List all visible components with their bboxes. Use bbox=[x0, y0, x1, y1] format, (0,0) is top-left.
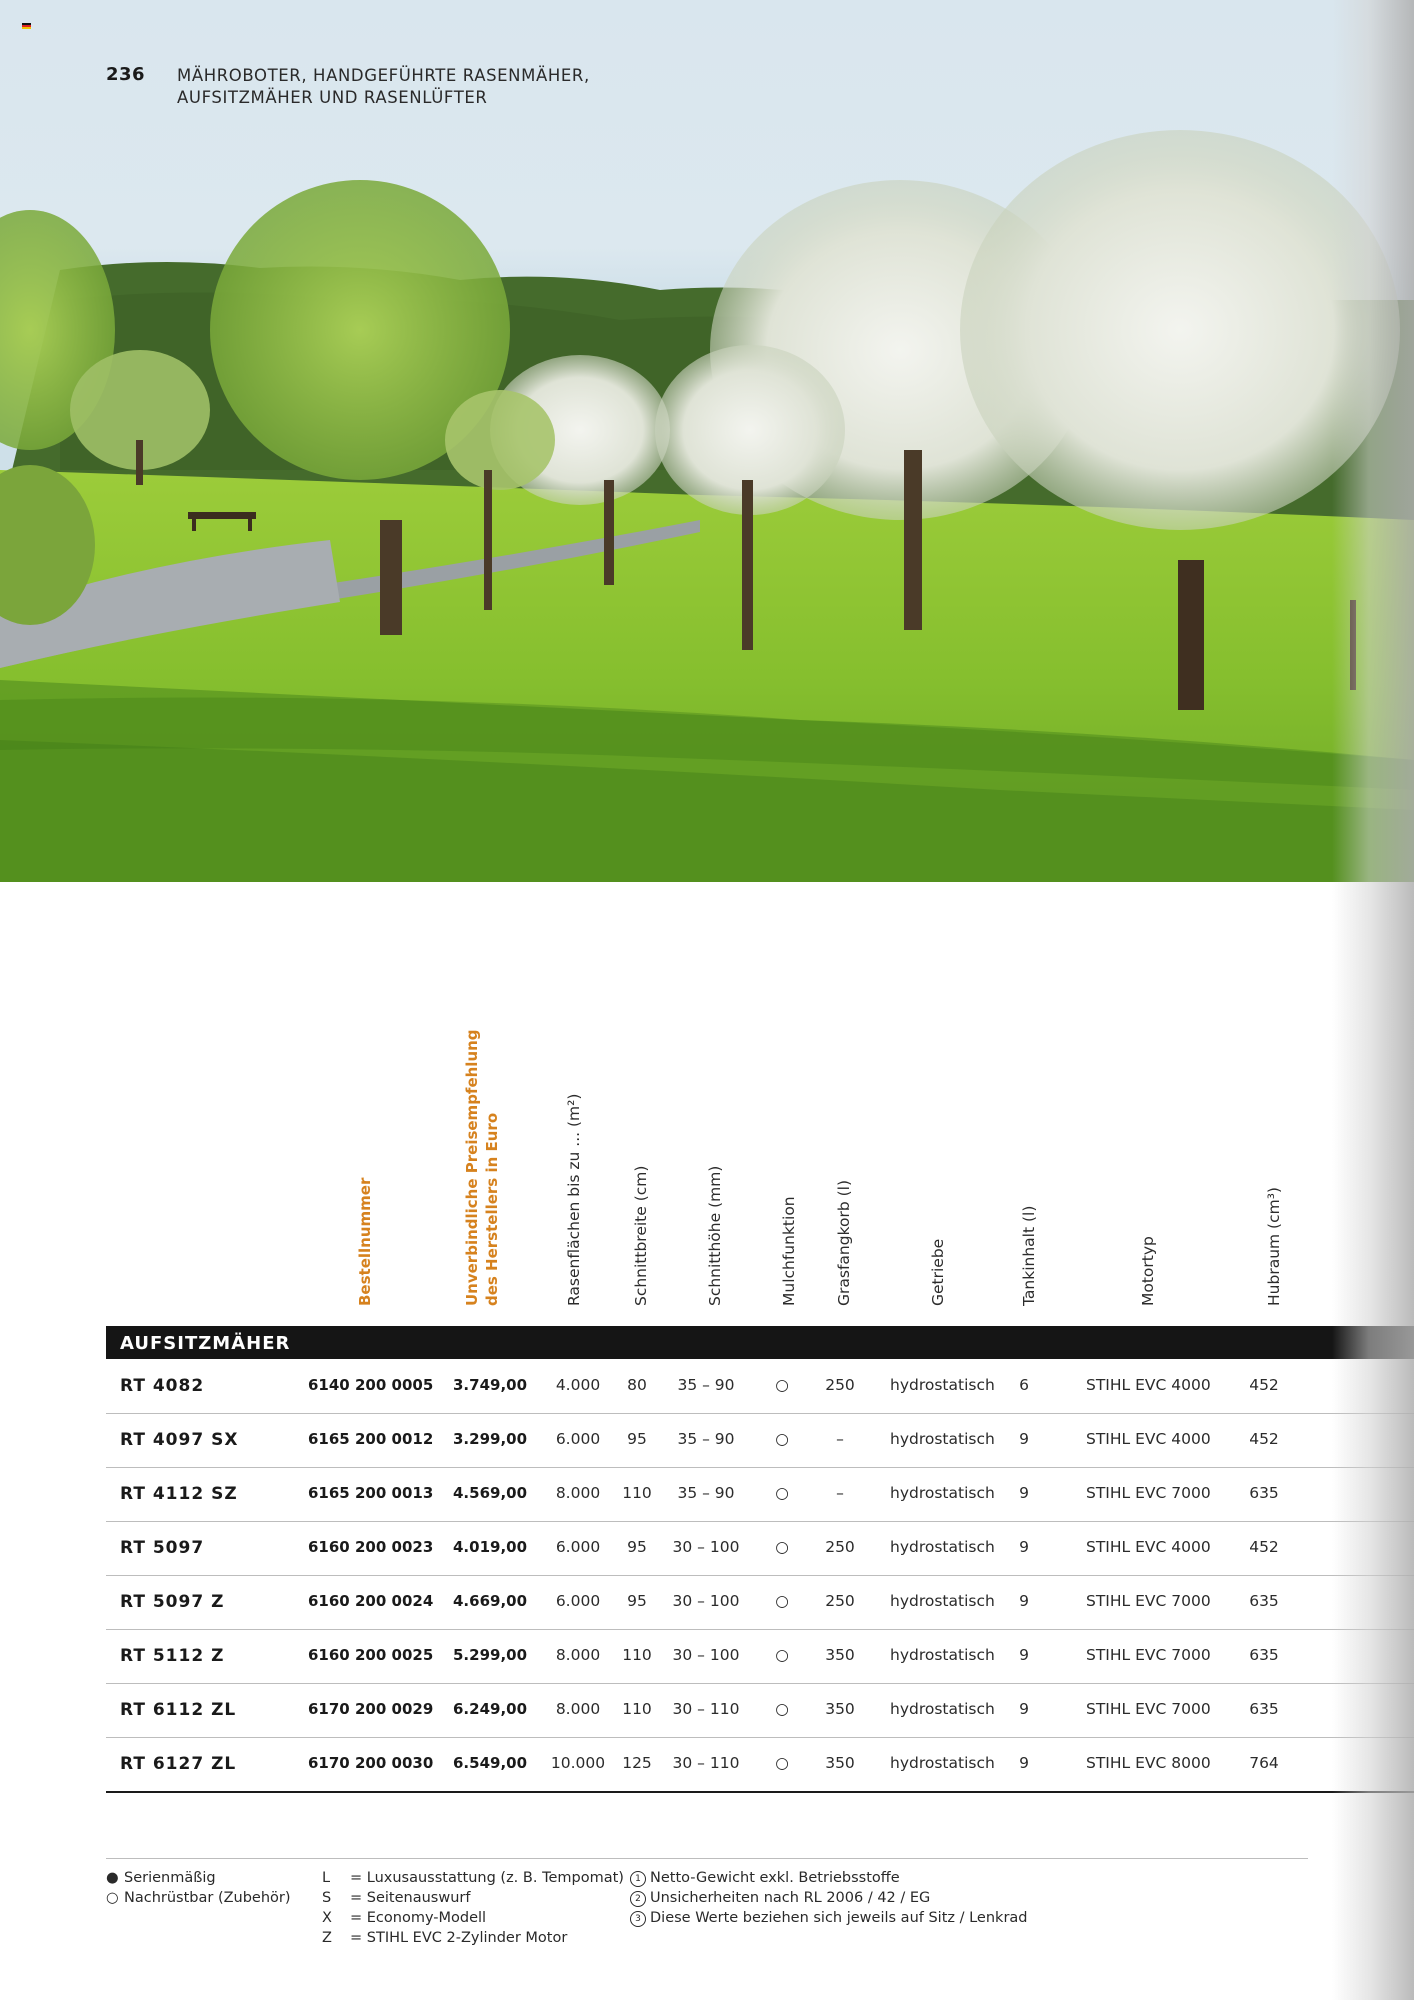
cell-mulchfunktion: ○ bbox=[775, 1538, 789, 1556]
cell-schnittbreite: 95 bbox=[627, 1538, 647, 1556]
cell-motortyp: STIHL EVC 8000 bbox=[1086, 1754, 1211, 1772]
cell-getriebe: hydrostatisch bbox=[890, 1700, 995, 1718]
cell-bestellnummer: 6160 200 0023 bbox=[308, 1538, 434, 1556]
col-header-preis-line-1: Unverbindliche Preisempfehlung bbox=[463, 1029, 481, 1306]
cell-hubraum: 635 bbox=[1249, 1646, 1279, 1664]
legend-letter-item bbox=[322, 1908, 624, 1928]
legend-note-text: Diese Werte beziehen sich jeweils auf Sitz / Lenkrad bbox=[650, 1910, 1028, 1926]
col-header-schnittbreite: Schnittbreite (cm) bbox=[632, 1165, 650, 1306]
cell-motortyp: STIHL EVC 4000 bbox=[1086, 1376, 1211, 1394]
cell-mulchfunktion: ○ bbox=[775, 1376, 789, 1394]
page-title-line-1: MÄHROBOTER, HANDGEFÜHRTE RASENMÄHER, bbox=[177, 66, 590, 85]
cell-mulchfunktion: ○ bbox=[775, 1592, 789, 1610]
col-header-rasenflaechen: Rasenflächen bis zu ... (m²) bbox=[565, 1093, 583, 1306]
col-header-schnitthoehe: Schnitthöhe (mm) bbox=[706, 1165, 724, 1306]
cell-rasenflaeche: 6.000 bbox=[555, 1430, 601, 1448]
col-header-motortyp: Motortyp bbox=[1139, 1236, 1157, 1306]
cell-schnitthoehe: 30 – 110 bbox=[672, 1700, 740, 1718]
cell-model: RT 6127 ZL bbox=[120, 1754, 237, 1774]
cell-preis: 4.019,00 bbox=[453, 1538, 528, 1556]
cell-preis: 6.549,00 bbox=[453, 1754, 528, 1772]
legend-letter-item bbox=[322, 1868, 624, 1888]
col-header-grasfangkorb: Grasfangkorb (l) bbox=[835, 1179, 853, 1306]
table-row bbox=[106, 1521, 1414, 1576]
cell-schnittbreite: 110 bbox=[622, 1700, 652, 1718]
cell-schnittbreite: 110 bbox=[622, 1646, 652, 1664]
cell-bestellnummer: 6140 200 0005 bbox=[308, 1376, 434, 1394]
cell-rasenflaeche: 10.000 bbox=[550, 1754, 606, 1772]
legend-note-item bbox=[630, 1888, 1028, 1908]
cell-grasfangkorb: – bbox=[836, 1430, 844, 1448]
cell-getriebe: hydrostatisch bbox=[890, 1484, 995, 1502]
cell-preis: 4.669,00 bbox=[453, 1592, 528, 1610]
cell-preis: 6.249,00 bbox=[453, 1700, 528, 1718]
cell-bestellnummer: 6165 200 0013 bbox=[308, 1484, 434, 1502]
cell-schnitthoehe: 30 – 100 bbox=[672, 1538, 740, 1556]
page-number: 236 bbox=[106, 64, 146, 85]
cell-getriebe: hydrostatisch bbox=[890, 1538, 995, 1556]
cell-bestellnummer: 6170 200 0029 bbox=[308, 1700, 434, 1718]
cell-rasenflaeche: 8.000 bbox=[555, 1484, 601, 1502]
table-row bbox=[106, 1359, 1414, 1414]
cell-schnittbreite: 95 bbox=[627, 1430, 647, 1448]
cell-tankinhalt: 9 bbox=[1019, 1700, 1029, 1718]
cell-hubraum: 635 bbox=[1249, 1700, 1279, 1718]
legend-key: L bbox=[322, 1870, 331, 1886]
language-flag-icon bbox=[22, 23, 31, 29]
cell-model: RT 6112 ZL bbox=[120, 1700, 237, 1720]
cell-grasfangkorb: 350 bbox=[825, 1646, 855, 1664]
cell-schnitthoehe: 30 – 110 bbox=[672, 1754, 740, 1772]
table-row bbox=[106, 1575, 1414, 1630]
cell-model: RT 5097 bbox=[120, 1538, 205, 1558]
legend-symbols bbox=[106, 1868, 291, 1908]
footnote-number-icon: 3 bbox=[630, 1911, 646, 1927]
footnote-number-icon: 2 bbox=[630, 1891, 646, 1907]
cell-bestellnummer: 6160 200 0024 bbox=[308, 1592, 434, 1610]
cell-schnitthoehe: 35 – 90 bbox=[677, 1484, 735, 1502]
legend-symbol-item bbox=[106, 1868, 291, 1888]
legend-letter-text: = Luxusausstattung (z. B. Tempomat) bbox=[350, 1870, 624, 1886]
table-row bbox=[106, 1683, 1414, 1738]
cell-schnitthoehe: 35 – 90 bbox=[677, 1430, 735, 1448]
col-header-mulchfunktion: Mulchfunktion bbox=[780, 1196, 798, 1306]
cell-grasfangkorb: 350 bbox=[825, 1700, 855, 1718]
legend-letter-item bbox=[322, 1928, 624, 1948]
cell-mulchfunktion: ○ bbox=[775, 1484, 789, 1502]
cell-preis: 3.749,00 bbox=[453, 1376, 528, 1394]
legend-symbol-item bbox=[106, 1888, 291, 1908]
cell-motortyp: STIHL EVC 7000 bbox=[1086, 1484, 1211, 1502]
cell-schnitthoehe: 30 – 100 bbox=[672, 1592, 740, 1610]
cell-hubraum: 764 bbox=[1249, 1754, 1279, 1772]
orchard-photo bbox=[0, 0, 1414, 882]
legend-notes bbox=[630, 1868, 1028, 1928]
cell-getriebe: hydrostatisch bbox=[890, 1754, 995, 1772]
legend-note-text: Netto-Gewicht exkl. Betriebsstoffe bbox=[650, 1870, 900, 1886]
cell-rasenflaeche: 6.000 bbox=[555, 1538, 601, 1556]
table-row bbox=[106, 1737, 1414, 1793]
legend-letter-text: = STIHL EVC 2-Zylinder Motor bbox=[350, 1930, 568, 1946]
cell-grasfangkorb: 250 bbox=[825, 1592, 855, 1610]
cell-tankinhalt: 9 bbox=[1019, 1646, 1029, 1664]
cell-preis: 3.299,00 bbox=[453, 1430, 528, 1448]
cell-model: RT 4097 SX bbox=[120, 1430, 239, 1450]
cell-mulchfunktion: ○ bbox=[775, 1430, 789, 1448]
cell-mulchfunktion: ○ bbox=[775, 1700, 789, 1718]
cell-motortyp: STIHL EVC 4000 bbox=[1086, 1430, 1211, 1448]
cell-motortyp: STIHL EVC 4000 bbox=[1086, 1538, 1211, 1556]
section-bar bbox=[106, 1326, 1414, 1359]
cell-getriebe: hydrostatisch bbox=[890, 1430, 995, 1448]
col-header-preis bbox=[462, 1029, 502, 1306]
legend-letter-text: = Seitenauswurf bbox=[350, 1890, 471, 1906]
cell-rasenflaeche: 8.000 bbox=[555, 1700, 601, 1718]
cell-hubraum: 452 bbox=[1249, 1376, 1279, 1394]
legend-symbol-text: Nachrüstbar (Zubehör) bbox=[124, 1890, 291, 1906]
cell-grasfangkorb: – bbox=[836, 1484, 844, 1502]
cell-schnittbreite: 80 bbox=[627, 1376, 647, 1394]
cell-mulchfunktion: ○ bbox=[775, 1646, 789, 1664]
cell-preis: 5.299,00 bbox=[453, 1646, 528, 1664]
cell-hubraum: 635 bbox=[1249, 1484, 1279, 1502]
orchard-illustration bbox=[0, 0, 1414, 882]
cell-hubraum: 452 bbox=[1249, 1430, 1279, 1448]
cell-grasfangkorb: 250 bbox=[825, 1376, 855, 1394]
cell-grasfangkorb: 350 bbox=[825, 1754, 855, 1772]
col-header-hubraum: Hubraum (cm³) bbox=[1265, 1187, 1283, 1306]
cell-tankinhalt: 9 bbox=[1019, 1754, 1029, 1772]
cell-getriebe: hydrostatisch bbox=[890, 1592, 995, 1610]
cell-grasfangkorb: 250 bbox=[825, 1538, 855, 1556]
cell-bestellnummer: 6170 200 0030 bbox=[308, 1754, 434, 1772]
table-row bbox=[106, 1629, 1414, 1684]
filled-circle-icon: ● bbox=[106, 1870, 119, 1886]
col-header-preis-line-2: des Herstellers in Euro bbox=[483, 1112, 501, 1306]
cell-model: RT 5112 Z bbox=[120, 1646, 225, 1666]
legend-note-text: Unsicherheiten nach RL 2006 / 42 / EG bbox=[650, 1890, 931, 1906]
cell-hubraum: 452 bbox=[1249, 1538, 1279, 1556]
legend-letter-item bbox=[322, 1888, 624, 1908]
cell-schnittbreite: 125 bbox=[622, 1754, 652, 1772]
legend-key: Z bbox=[322, 1930, 332, 1946]
page-title-line-2: AUFSITZMÄHER UND RASENLÜFTER bbox=[177, 88, 488, 107]
legend-divider bbox=[106, 1858, 1308, 1859]
cell-tankinhalt: 6 bbox=[1019, 1376, 1029, 1394]
cell-tankinhalt: 9 bbox=[1019, 1592, 1029, 1610]
legend-note-item bbox=[630, 1868, 1028, 1888]
legend-symbol-text: Serienmäßig bbox=[124, 1870, 216, 1886]
footnote-number-icon: 1 bbox=[630, 1871, 646, 1887]
col-header-tankinhalt: Tankinhalt (l) bbox=[1020, 1205, 1038, 1306]
cell-model: RT 5097 Z bbox=[120, 1592, 225, 1612]
open-circle-icon: ○ bbox=[106, 1890, 119, 1906]
cell-rasenflaeche: 6.000 bbox=[555, 1592, 601, 1610]
table-row bbox=[106, 1413, 1414, 1468]
legend-letter-text: = Economy-Modell bbox=[350, 1910, 487, 1926]
cell-rasenflaeche: 8.000 bbox=[555, 1646, 601, 1664]
page-title bbox=[177, 65, 590, 109]
section-label: AUFSITZMÄHER bbox=[120, 1333, 291, 1354]
cell-model: RT 4112 SZ bbox=[120, 1484, 238, 1504]
cell-rasenflaeche: 4.000 bbox=[555, 1376, 601, 1394]
cell-tankinhalt: 9 bbox=[1019, 1484, 1029, 1502]
cell-motortyp: STIHL EVC 7000 bbox=[1086, 1646, 1211, 1664]
cell-motortyp: STIHL EVC 7000 bbox=[1086, 1592, 1211, 1610]
cell-motortyp: STIHL EVC 7000 bbox=[1086, 1700, 1211, 1718]
cell-bestellnummer: 6165 200 0012 bbox=[308, 1430, 434, 1448]
legend-letters bbox=[322, 1868, 624, 1948]
cell-schnitthoehe: 35 – 90 bbox=[677, 1376, 735, 1394]
cell-tankinhalt: 9 bbox=[1019, 1430, 1029, 1448]
col-header-getriebe: Getriebe bbox=[929, 1238, 947, 1306]
table-row bbox=[106, 1467, 1414, 1522]
legend-note-item bbox=[630, 1908, 1028, 1928]
cell-tankinhalt: 9 bbox=[1019, 1538, 1029, 1556]
cell-getriebe: hydrostatisch bbox=[890, 1376, 995, 1394]
legend-key: S bbox=[322, 1890, 332, 1906]
col-header-bestellnummer: Bestellnummer bbox=[356, 1177, 374, 1306]
cell-schnittbreite: 110 bbox=[622, 1484, 652, 1502]
cell-preis: 4.569,00 bbox=[453, 1484, 528, 1502]
cell-model: RT 4082 bbox=[120, 1376, 205, 1396]
cell-getriebe: hydrostatisch bbox=[890, 1646, 995, 1664]
cell-mulchfunktion: ○ bbox=[775, 1754, 789, 1772]
cell-hubraum: 635 bbox=[1249, 1592, 1279, 1610]
cell-schnitthoehe: 30 – 100 bbox=[672, 1646, 740, 1664]
legend-key: X bbox=[322, 1910, 332, 1926]
cell-bestellnummer: 6160 200 0025 bbox=[308, 1646, 434, 1664]
cell-schnittbreite: 95 bbox=[627, 1592, 647, 1610]
